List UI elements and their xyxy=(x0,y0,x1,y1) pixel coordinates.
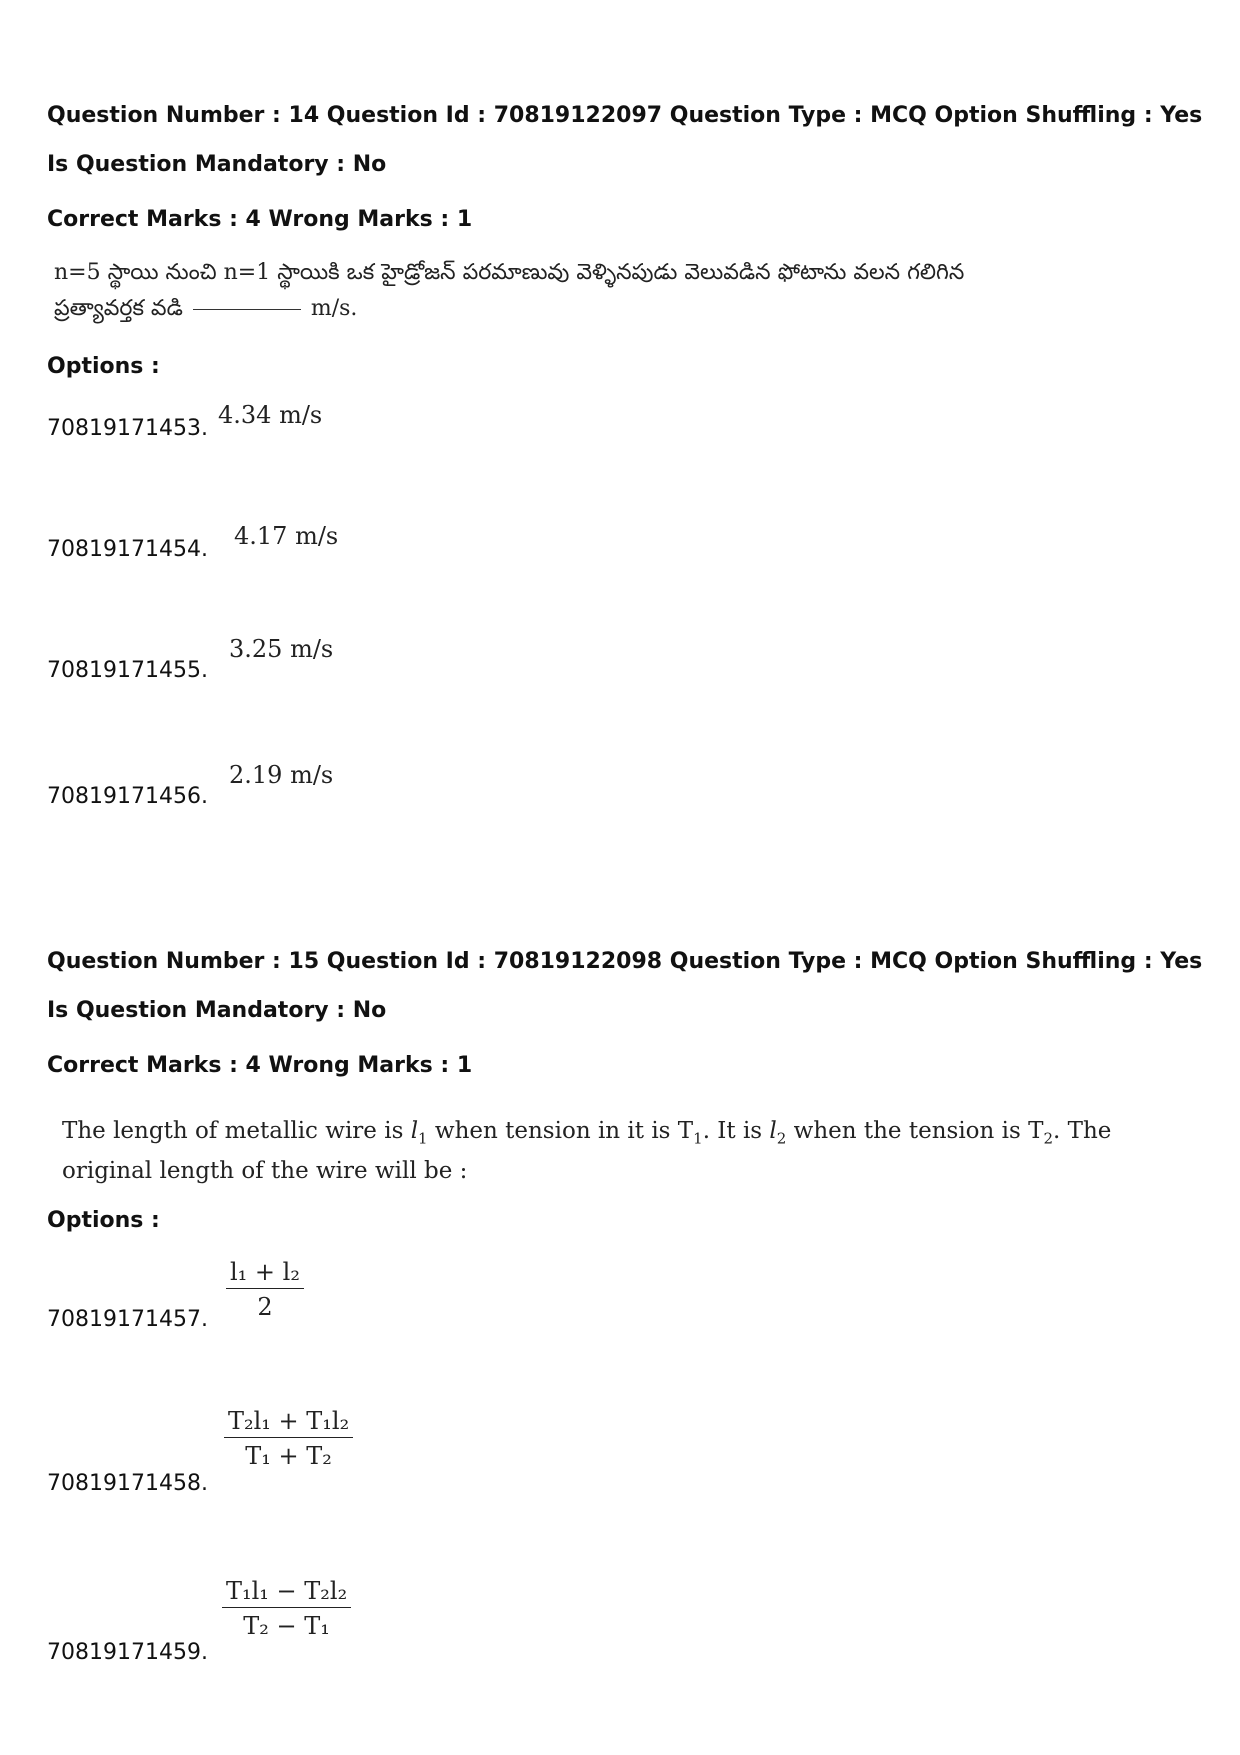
q14-option-2-value[interactable]: 4.17 m/s xyxy=(234,522,339,550)
q15-option-1-fraction[interactable] xyxy=(226,1258,304,1321)
q15-text-subscript: 2 xyxy=(1043,1129,1054,1148)
q15-options-label: Options : xyxy=(47,1208,160,1233)
q14-header-line1: Question Number : 14 Question Id : 70819122097 Question Type : MCQ Option Shuffling : Yes xyxy=(47,103,1203,128)
q14-question-text xyxy=(54,255,974,327)
fraction-numerator: T₁l₁ − T₂l₂ xyxy=(222,1577,351,1608)
q15-option-2-fraction[interactable] xyxy=(224,1407,353,1470)
q14-option-3-id: 70819171455. xyxy=(47,658,208,683)
fraction-denominator: T₂ − T₁ xyxy=(243,1612,330,1640)
q15-text-subscript: 2 xyxy=(776,1129,787,1148)
q15-text-subscript: 1 xyxy=(693,1129,703,1148)
q15-marks: Correct Marks : 4 Wrong Marks : 1 xyxy=(47,1053,473,1078)
fraction-denominator: T₁ + T₂ xyxy=(245,1442,332,1470)
q15-header-line1: Question Number : 15 Question Id : 70819122098 Question Type : MCQ Option Shuffling : Yes xyxy=(47,949,1203,974)
q14-option-1-id: 70819171453. xyxy=(47,416,208,441)
q14-marks: Correct Marks : 4 Wrong Marks : 1 xyxy=(47,207,473,232)
fraction-numerator: l₁ + l₂ xyxy=(226,1258,304,1289)
q14-option-4-value[interactable]: 2.19 m/s xyxy=(229,761,334,789)
q15-text-part: when the tension is T xyxy=(786,1118,1044,1144)
q15-text-symbol-l: l xyxy=(410,1118,419,1144)
q15-option-3-id: 70819171459. xyxy=(47,1640,208,1665)
q15-question-text xyxy=(62,1115,1112,1187)
q15-mandatory: Is Question Mandatory : No xyxy=(47,998,387,1023)
q14-question-unit: m/s. xyxy=(310,296,358,321)
q15-text-subscript: 1 xyxy=(418,1129,428,1148)
q14-answer-blank xyxy=(193,309,301,310)
q15-option-3-fraction[interactable] xyxy=(222,1577,351,1640)
q14-option-2-id: 70819171454. xyxy=(47,537,208,562)
q14-question-line2-text: ప్రత్యావర్తక వడి xyxy=(54,296,183,321)
q14-option-3-value[interactable]: 3.25 m/s xyxy=(229,635,334,663)
q14-question-line1: n=5 స్థాయి నుంచి n=1 స్థాయికి ఒక హైడ్రోజన్ పరమాణువు వెళ్ళినపుడు వెలువడిన ఫోటాను వలన గలిగిన xyxy=(54,260,965,285)
q15-text-part: when tension in it is T xyxy=(427,1118,694,1144)
fraction-numerator: T₂l₁ + T₁l₂ xyxy=(224,1407,353,1438)
q14-question-line2 xyxy=(54,291,974,327)
q15-option-2-id: 70819171458. xyxy=(47,1471,208,1496)
q15-option-1-id: 70819171457. xyxy=(47,1307,208,1332)
q14-mandatory: Is Question Mandatory : No xyxy=(47,152,387,177)
q15-text-symbol-l: l xyxy=(769,1118,777,1144)
q14-option-4-id: 70819171456. xyxy=(47,784,208,809)
q14-options-label: Options : xyxy=(47,354,160,379)
fraction-denominator: 2 xyxy=(257,1293,273,1321)
q15-question-line2: original length of the wire will be : xyxy=(62,1157,468,1184)
q15-text-part: The length of metallic wire is xyxy=(62,1118,411,1144)
q15-question-line1 xyxy=(62,1115,1112,1155)
q15-text-part: . The xyxy=(1053,1118,1112,1144)
q15-text-part: . It is xyxy=(702,1118,770,1144)
q14-option-1-value[interactable]: 4.34 m/s xyxy=(218,401,323,429)
